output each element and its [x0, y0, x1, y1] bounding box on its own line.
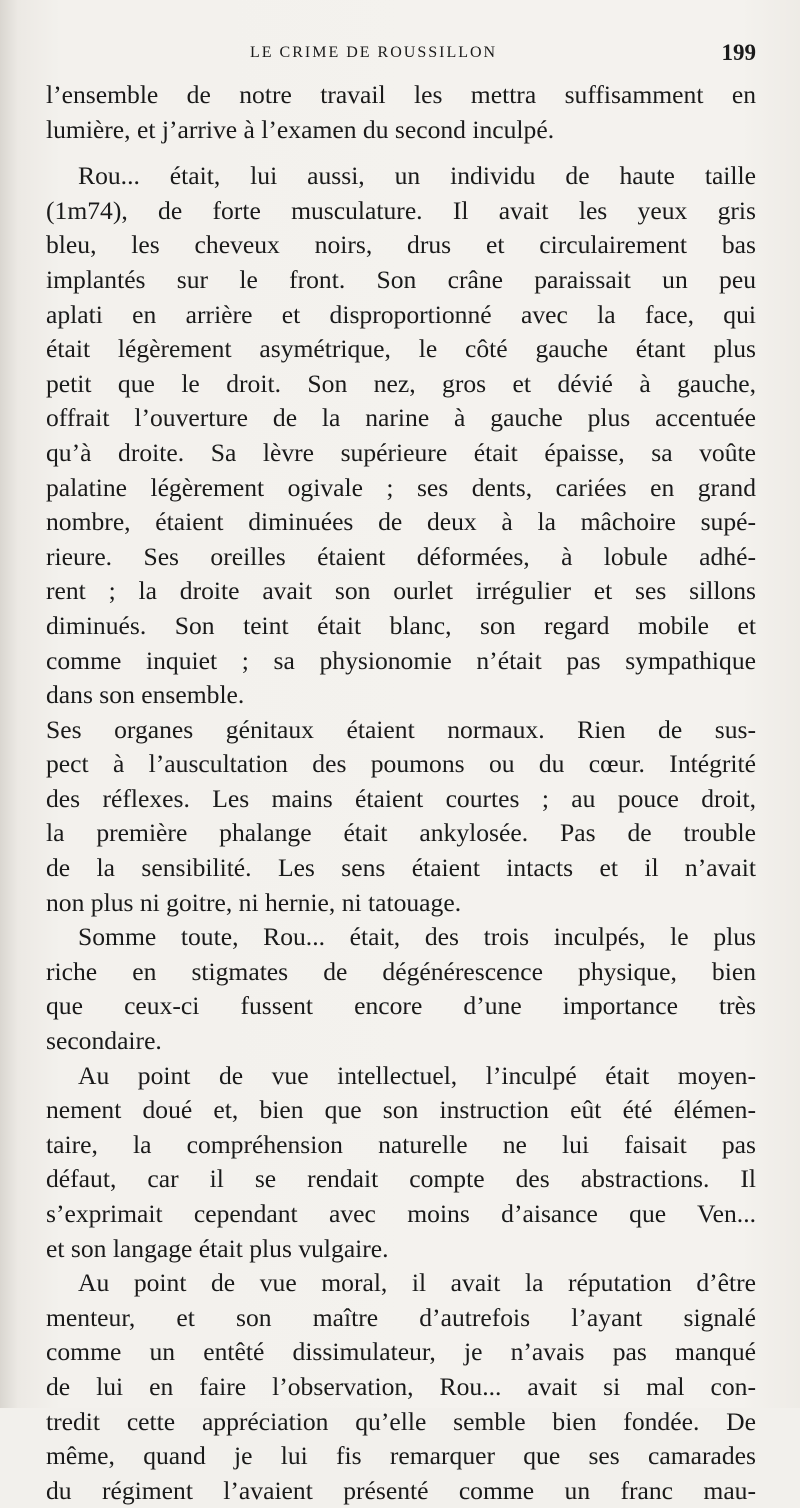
text-line: palatine légèrement ogivale ; ses dents, cariées en grand — [46, 472, 756, 502]
text-line: des réflexes. Les mains étaient courtes ; au pouce droit, — [46, 783, 756, 813]
text-line: nement doué et, bien que son instruction eût été élémen- — [46, 1095, 756, 1125]
text-line: rent ; la droite avait son ourlet irrégulier et ses sillons — [46, 576, 756, 606]
text-line: et son langage était plus vulgaire. — [46, 1233, 389, 1263]
text-line: non plus ni goitre, ni hernie, ni tatouage. — [46, 887, 462, 917]
text-line: rieure. Ses oreilles étaient déformées, à lobule adhé- — [46, 541, 756, 571]
text-line: était légèrement asymétrique, le côté gauche étant plus — [46, 334, 756, 364]
text-line: menteur, et son maître d’autrefois l’ayant signalé — [46, 1302, 756, 1332]
text-line: Somme toute, Rou... était, des trois inculpés, le plus — [78, 922, 756, 952]
text-line: du régiment l’avaient présenté comme un franc mau- — [46, 1475, 756, 1505]
text-line: Au point de vue moral, il avait la réputation d’être — [78, 1268, 756, 1298]
text-line: comme un entêté dissimulateur, je n’avais pas manqué — [46, 1337, 756, 1367]
text-line: qu’à droite. Sa lèvre supérieure était épaisse, sa voûte — [46, 437, 756, 467]
text-line: la première phalange était ankylosée. Pas de trouble — [46, 818, 756, 848]
text-line: riche en stigmates de dégénérescence physique, bien — [46, 956, 756, 986]
text-line: l’ensemble de notre travail les mettra suffisamment en — [46, 80, 756, 109]
text-line: aplati en arrière et disproportionné avec la face, qui — [46, 299, 756, 329]
text-line: dans son ensemble. — [46, 680, 245, 710]
text-line: de la sensibilité. Les sens étaient intacts et il n’avait — [46, 853, 756, 883]
text-line: même, quand je lui fis remarquer que ses camarades — [46, 1441, 756, 1471]
text-line: diminués. Son teint était blanc, son regard mobile et — [46, 610, 756, 640]
text-line: Rou... était, lui aussi, un individu de haute taille — [78, 161, 756, 191]
text-line: bleu, les cheveux noirs, drus et circulairement bas — [46, 230, 756, 260]
text-line: de lui en faire l’observation, Rou... avait si mal con- — [46, 1371, 756, 1401]
text-line: implantés sur le front. Son crâne paraissait un peu — [46, 264, 756, 294]
text-line: secondaire. — [46, 1026, 162, 1056]
text-line: (1m74), de forte musculature. Il avait les yeux gris — [46, 195, 756, 225]
text-line: Ses organes génitaux étaient normaux. Rien de sus- — [46, 714, 756, 744]
text-line: lumière, et j’arrive à l’examen du second inculpé. — [46, 114, 555, 144]
text-line: tredit cette appréciation qu’elle semble bien fondée. De — [46, 1406, 756, 1436]
text-line: pect à l’auscultation des poumons ou du cœur. Intégrité — [46, 749, 756, 779]
page-number: 199 — [721, 40, 756, 65]
text-line: défaut, car il se rendait compte des abstractions. Il — [46, 1164, 756, 1194]
text-line: Au point de vue intellectuel, l’inculpé était moyen- — [78, 1060, 756, 1090]
running-title: LE CRIME DE ROUSSILLON — [250, 44, 498, 61]
text-line: que ceux-ci fussent encore d’une importance très — [46, 991, 756, 1021]
text-line: petit que le droit. Son nez, gros et dévié à gauche, — [46, 368, 756, 398]
text-line: taire, la compréhension naturelle ne lui faisait pas — [46, 1129, 756, 1159]
text-line: offrait l’ouverture de la narine à gauche plus accentuée — [46, 403, 756, 433]
text-line: s’exprimait cependant avec moins d’aisance que Ven... — [46, 1199, 756, 1228]
text-line: nombre, étaient diminuées de deux à la mâchoire supé- — [46, 507, 756, 537]
paragraph-gap — [46, 147, 756, 159]
page-header — [0, 40, 800, 72]
body-text — [46, 78, 756, 1508]
text-line: comme inquiet ; sa physionomie n’était pas sympathique — [46, 645, 756, 675]
